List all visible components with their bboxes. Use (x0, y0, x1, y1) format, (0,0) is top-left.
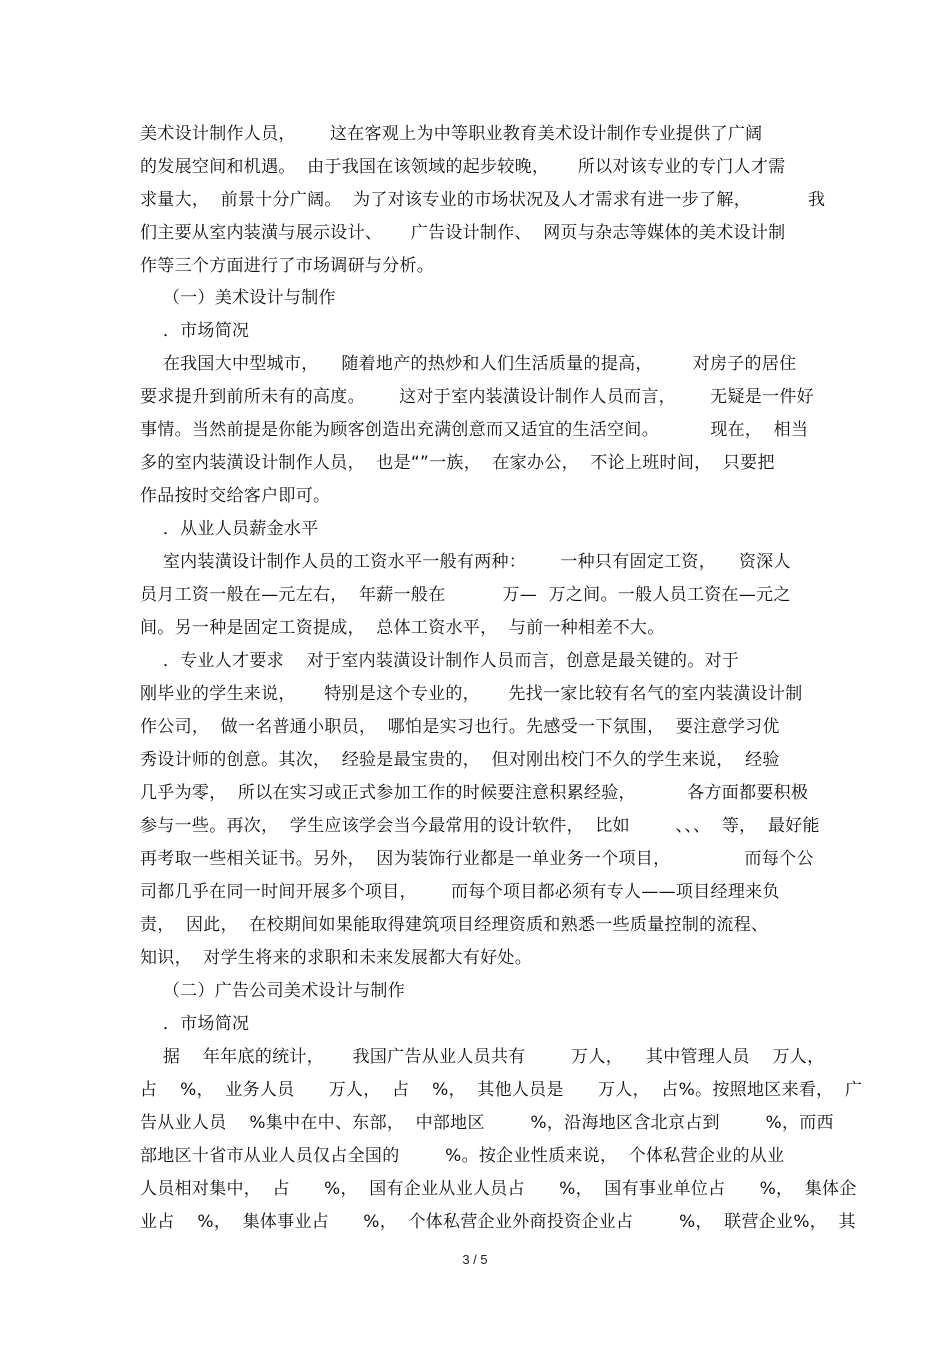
text-line: 在我国大中型城市， 随着地产的热炒和人们生活质量的提高， 对房子的居住 (140, 354, 797, 374)
text-line: 部地区十省市从业人员仅占全国的 %。按企业性质来说， 个体私营企业的从业 (140, 1146, 785, 1166)
text-line: 知识， 对学生将来的求职和未来发展都大有好处。 (140, 948, 533, 968)
subsection-heading: ．从业人员薪金水平 (140, 519, 319, 539)
text-line: 占 %， 业务人员 万人， 占 %， 其他人员是 万人， 占%。按照地区来看， 广 (140, 1080, 863, 1100)
page-number: 3 / 5 (462, 1252, 488, 1267)
section-heading: （二）广告公司美术设计与制作 (140, 981, 406, 1001)
subsection-heading: ．市场简况 (140, 1014, 250, 1034)
text-line: 责， 因此， 在校期间如果能取得建筑项目经理资质和熟悉一些质量控制的流程、 (140, 915, 769, 935)
text-line: 参与一些。再次， 学生应该学会当今最常用的设计软件， 比如 、、、 等， 最好能 (140, 816, 820, 836)
text-line: ．专业人才要求 对于室内装潢设计制作人员而言，创意是最关键的。对于 (140, 651, 740, 671)
text-line: 作品按时交给客户即可。 (140, 486, 331, 506)
text-line: 的发展空间和机遇。 由于我国在该领域的起步较晚， 所以对该专业的专门人才需 (140, 157, 786, 177)
text-line: 要求提升到前所未有的高度。 这对于室内装潢设计制作人员而言， 无疑是一件好 (140, 387, 814, 407)
text-line: 几乎为零， 所以在实习或正式参加工作的时候要注意积累经验， 各方面都要积极 (140, 783, 809, 803)
text-line: 们主要从室内装潢与展示设计、 广告设计制作、 网页与杂志等媒体的美术设计制 (140, 223, 786, 243)
text-line: 多的室内装潢设计制作人员， 也是“”一族， 在家办公， 不论上班时间， 只要把 (140, 453, 775, 473)
text-line: 作公司， 做一名普通小职员， 哪怕是实习也行。先感受一下氛围， 要注意学习优 (140, 717, 780, 737)
text-line: 求量大， 前景十分广阔。 为了对该专业的市场状况及人才需求有进一步了解， 我 (140, 190, 826, 210)
text-line: 作等三个方面进行了市场调研与分析。 (140, 256, 435, 276)
section-heading: （一）美术设计与制作 (140, 288, 336, 308)
subsection-heading: ．市场简况 (140, 321, 250, 341)
text-line: 秀设计师的创意。其次， 经验是最宝贵的， 但对刚出校门不久的学生来说， 经验 (140, 750, 780, 770)
text-line: 据 年年底的统计， 我国广告从业人员共有 万人， 其中管理人员 万人， (140, 1047, 825, 1067)
text-line: 业占 %， 集体事业占 %， 个体私营企业外商投资企业占 %， 联营企业%， 其 (140, 1212, 856, 1232)
text-line: 事情。当然前提是你能为顾客创造出充满创意而又适宜的生活空间。 现在， 相当 (140, 420, 809, 440)
text-line: 室内装潢设计制作人员的工资水平一般有两种： 一种只有固定工资， 资深人 (140, 552, 791, 572)
text-line: 美术设计制作人员， 这在客观上为中等职业教育美术设计制作专业提供了广阔 (140, 124, 763, 144)
text-line: 再考取一些相关证书。另外， 因为装饰行业都是一单业务一个项目， 而每个公 (140, 849, 814, 869)
text-line: 刚毕业的学生来说， 特别是这个专业的， 先找一家比较有名气的室内装潢设计制 (140, 684, 803, 704)
text-line: 司都几乎在同一时间开展多个项目， 而每个项目都必须有专人——项目经理来负 (140, 882, 780, 902)
text-line: 员月工资一般在—元左右， 年薪一般在 万— 万之间。一般人员工资在—元之 (140, 585, 791, 605)
text-line: 间。另一种是固定工资提成， 总体工资水平， 与前一种相差不大。 (140, 618, 665, 638)
text-line: 告从业人员 %集中在中、东部， 中部地区 %，沿海地区含北京占到 %，而西 (140, 1113, 834, 1133)
text-line: 人员相对集中， 占 %， 国有企业从业人员占 %， 国有事业单位占 %， 集体企 (140, 1179, 857, 1199)
